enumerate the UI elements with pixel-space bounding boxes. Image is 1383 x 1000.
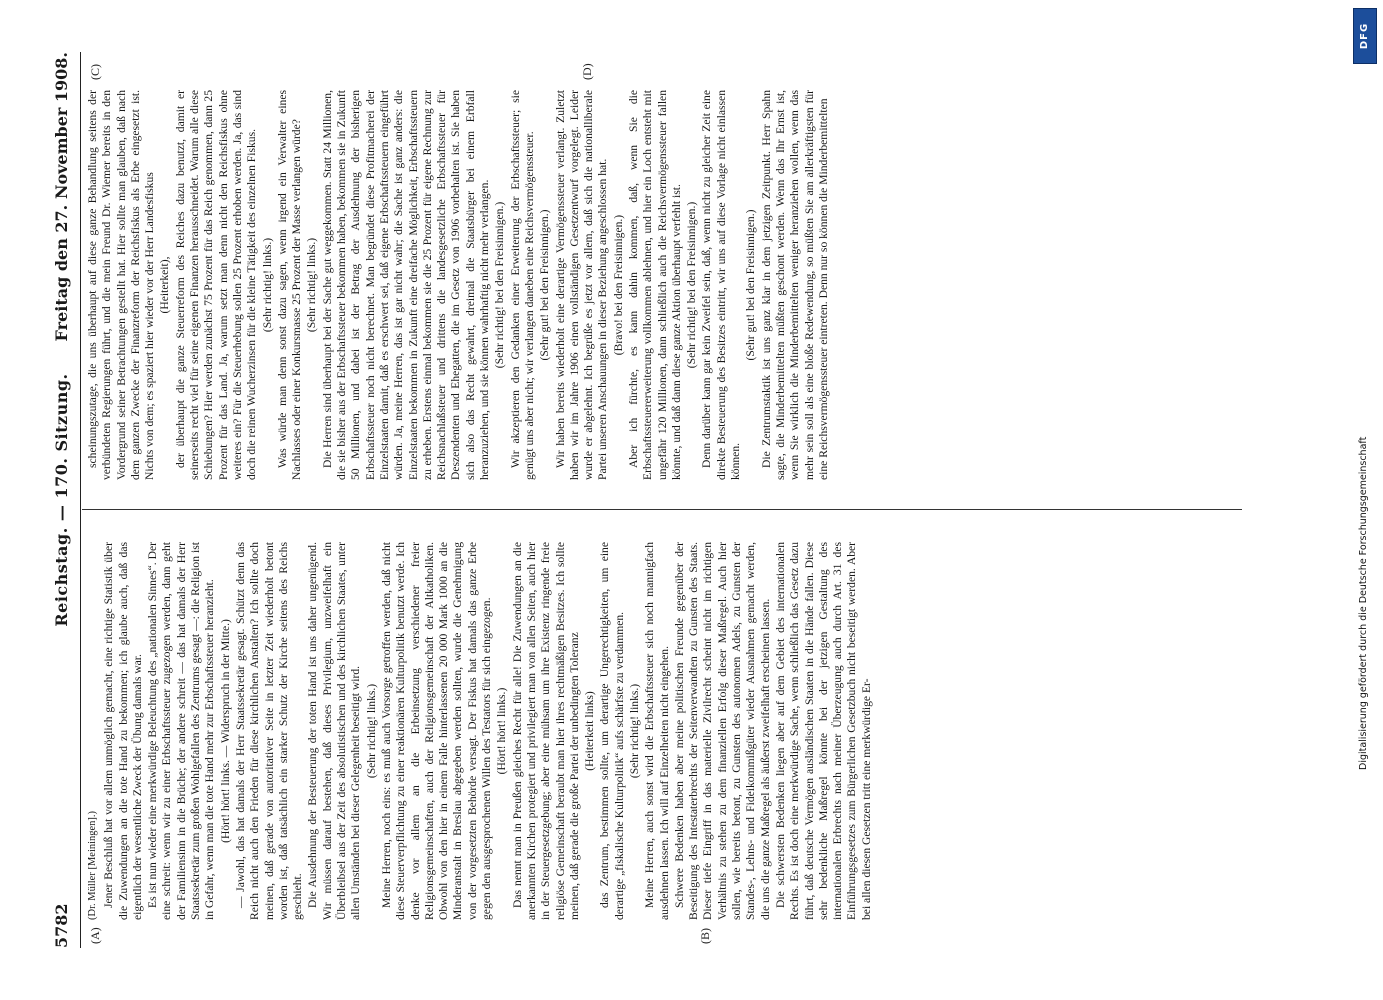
dfg-logo: [1353, 8, 1377, 64]
paragraph: Das nennt man in Preußen gleiches Recht für alle! Die Zuwendungen an die anerkannten Kirchen protegiert und privilegiert man von allen Seiten, auch hier in der Steuergesetzgebung; aber eine mühsam um ihre Existenz ringende freie religiöse Gemeinschaft beraubt man hier ihres rechtmäßigen Besitzes. Ich sollte meinen, daß gerade die große Partei der unbedingten Toleranz: [510, 542, 581, 920]
page-number: 5782: [52, 903, 71, 948]
paragraph: Die Zentrumstaktik ist uns ganz klar in dem jetzigen Zeitpunkt. Herr Spahn sagte, die Minderbemittelten müßten geschont werden. Wenn das Ihr Ernst ist, wenn Sie wirklich die Minderbemittelten weniger heranziehen wollen, wenn das mehr sein soll als eine bloße Redewendung, so müßten Sie am allerkräftigsten für eine Reichsvermögenssteuer eintreten. Denn nur so können die Minderbemittelten: [759, 90, 830, 480]
paragraph: Es ist nun wieder eine merkwürdige Beleuchtung des „nationalen Sinnes“. Der eine schreit: wenn wir zu einer Erbschaftssteuer zugezogen werden, dann geht der Familiensinn in die Brüche; der andere schreit — das hat damals der Herr Staatssekretär zum großen Wohlgefallen des Zentrums gesagt —: die Religion ist in Gefahr, wenn man die tote Hand mehr zur Erbschaftssteuer heranzieht.: [146, 542, 217, 920]
paragraph: Denn darüber kann gar kein Zweifel sein, daß, wenn nicht zu gleicher Zeit eine direkte Besteuerung des Besitzes eintritt, wir uns auf diese Vorlage nicht einlassen können.: [700, 90, 743, 480]
page-header: [52, 52, 78, 948]
left-column: [86, 542, 1236, 920]
paragraph: Die Herren sind überhaupt bei der Sache gut weggekommen. Statt 24 Millionen, die sie bisher aus der Erbschaftssteuer bekommen haben, bekommen sie in Zukunft 50 Millionen, und dabei ist der Betrag der Ausdehnung der bisherigen Erbschaftssteuer noch nicht berechnet. Man begründet diese Profitmacherei der Einzelstaaten damit, daß es erschwert sei, daß eigene Erbschaftssteuern eingeführt würden. Ja, meine Herren, das ist gar nicht wahr; die Sache ist ganz anders: die Einzelstaaten bekommen in Zukunft eine dreifache Möglichkeit, Erbschaftssteuern zu erheben. Erstens einmal bekommen sie die 25 Prozent für eigene Rechnung zur Reichsnachlaßsteuer und drittens die landesgesetzliche Erbschaftssteuer für Deszendenten und Ehegatten, die im Gesetz von 1906 vorbehalten ist. Sie haben sich also das Recht gewahrt, dreimal die Staatsbürger bei einem Erbfall heranzuziehen, und sie können wahrhaftig nicht mehr verlangen.: [320, 90, 492, 480]
session-title: Reichstag. — 170. Sitzung.: [52, 373, 71, 627]
paragraph: Die schwersten Bedenken liegen aber auf dem Gebiet des internationalen Rechts. Es ist doch eine merkwürdige Sache, wenn schließlich das Gesetz dazu führt, daß deutsche Vermögen ausländischen Staaten in die Hände fallen. Diese sehr bedenkliche Maßregel könnte bei der jetzigen Gestaltung des internationalen Erbrechts nach meiner Überzeugung auch durch Art. 31 des Einführungsgesetzes zum Bürgerlichen Gesetzbuch nicht beseitigt werden. Aber bei allen diesen Gesetzen tritt eine merkwürdige Er-: [773, 542, 873, 920]
paragraph: Die Ausdehnung der Besteuerung der toten Hand ist uns daher ungenügend. Wir müssen darauf bestehen, daß dieses Privilegium, unzweifelhaft ein Überbleibsel aus der Zeit des absolutistischen und des kirchlichen Staates, unter allen Umständen bei dieser Gelegenheit beseitigt wird.: [306, 542, 363, 920]
digitization-note: Digitalisierung gefördert durch die Deutsche Forschungsgemeinschaft: [1358, 436, 1369, 770]
right-column: [86, 90, 1236, 480]
paragraph: (Sehr richtig! bei den Freisinnigen.): [685, 201, 699, 369]
paragraph: (Sehr richtig! links.): [627, 683, 641, 779]
paragraph: (Bravo! bei den Freisinnigen.): [611, 214, 625, 356]
paragraph: das Zentrum, bestimmen sollte, um derartige Ungerechtigkeiten, um eine derartige „fiskalische Kulturpolitik“ aufs schärfste zu verdammen.: [598, 542, 626, 920]
margin-marker-a: (A): [88, 927, 102, 944]
paragraph: (Hört! hört! links.): [495, 687, 509, 775]
paragraph: (Sehr richtig! links.): [305, 237, 319, 333]
paragraph: (Sehr richtig! links.): [260, 237, 274, 333]
dfg-logo-text: DFG: [1359, 22, 1370, 50]
paragraph: (Heiterkeit links): [583, 691, 597, 771]
paragraph: (Hört! hört! links. — Widerspruch in der Mitte.): [218, 619, 232, 843]
paragraph: der überhaupt die ganze Steuerreform des Reiches dazu benutzt, damit er seinerseits recht viel für seine eigenen Finanzen herausschneidet. Warum alle diese Schiebungen? Hier werden zunächst 75 Prozent für das Reich genommen, dann 25 Prozent für das Land. Ja, warum setzt man denn nicht den Reichsfiskus ohne weiteres ein? Für die Steuerhebung sollen 25 Prozent erhoben werden. Ja, das sind doch die reinen Wucherzinsen für die kleine Tätigkeit des einzelnen Fiskus.: [173, 90, 259, 480]
paragraph: Meine Herren, noch eins: es muß auch Vorsorge getroffen werden, daß nicht diese Steuerverpflichtung zu einer reaktionären Kulturpolitik benutzt werde. Ich denke vor allem an die Erbeinsetzung verschiedener freier Religionsgemeinschaften, auch der Religionsgemeinschaft der Altkatholiken. Obwohl von den hier in einem Falle hinterlassenen 20 000 Mark 1000 an die Minderanstalt in Breslau abgegeben werden sollten, wurde die Genehmigung von der vorgesetzten Behörde versagt. Der Fiskus hat damals das ganze Erbe gegen den ausgesprochenen Willen des Testators für sich eingezogen.: [379, 542, 494, 920]
paragraph: scheinungszutage, die uns überhaupt auf diese ganze Behandlung seitens der verbündeten Regierungen führt, und die mein Freund Dr. Wiemer bereits in den Vordergrund seiner Betrachtungen gestellt hat. Hier sollte man glauben, daß nach dem ganzen Zwecke der Finanzreform der Reichsfiskus als Erbe eingesetzt ist. Nichts von dem; es spaziert hier wieder vor der Herr Landesfiskus: [86, 90, 157, 480]
paragraph: Wir haben bereits wiederholt eine derartige Vermögenssteuer verlangt. Zuletzt haben wir im Jahre 1906 einen vollständigen Gesetzentwurf vorgelegt. Leider wurde er abgelehnt. Ich begrüße es jetzt vor allem, daß sich die nationalliberale Partei unseren Anschauungen in dieser Beziehung angeschlossen hat.: [553, 90, 610, 480]
paragraph: Schwere Bedenken haben aber meine politischen Freunde gegenüber der Beseitigung des Intestaterbrechts der Seitenverwandten zu Gunsten des Staats. Dieser tiefe Eingriff in das materielle Zivilrecht scheint nicht im richtigen Verhältnis zu stehen zu dem finanziellen Erfolg dieser Maßregel. Auch hier sollen, wie bereits betont, zu Gunsten des autonomen Adels, zu Gunsten der Standes-, Lehns- und Fideikommißgüter wieder Ausnahmen gemacht werden, die uns die ganze Maßregel als äußerst zweifelhaft erscheinen lassen.: [672, 542, 772, 920]
paragraph: Wir akzeptieren den Gedanken einer Erweiterung der Erbschaftssteuer; sie genügt uns aber nicht; wir verlangen daneben eine Reichsvermögenssteuer.: [508, 90, 536, 480]
paragraph: (Heiterkeit),: [158, 256, 172, 314]
margin-marker-b: (B): [698, 928, 712, 944]
paragraph: (Sehr richtig! bei den Freisinnigen.): [493, 201, 507, 369]
column-divider: [82, 509, 1242, 510]
paragraph: Jener Beschluß hat vor allem unmöglich gemacht, eine richtige Statistik über die Zuwendungen an die tote Hand zu bekommen; ich glaube auch, daß das eigentlich der wesentliche Zweck der Übung damals war.: [102, 542, 144, 920]
header-rule: [80, 52, 81, 948]
paragraph: (Sehr richtig! links.): [364, 683, 378, 779]
left-paragraphs: [102, 542, 874, 920]
right-paragraphs: [86, 90, 831, 480]
paragraph: Was würde man denn sonst dazu sagen, wenn irgend ein Verwalter eines Nachlasses oder einer Konkursmasse 25 Prozent der Masse verlangen würde?: [275, 90, 304, 480]
paragraph: Meine Herren, auch sonst wird die Erbschaftssteuer sich noch mannigfach ausdehnen lassen. Ich will auf Einzelheiten nicht eingehen.: [643, 542, 671, 920]
session-date: Freitag den 27. November 1908.: [52, 52, 71, 342]
margin-marker-d: (D): [580, 63, 594, 80]
paragraph: (Sehr gut! bei den Freisinnigen.): [538, 209, 552, 361]
paragraph: — Jawohl, das hat damals der Herr Staatssekretär gesagt. Schützt denn das Reich nicht auch den Frieden für diese kirchlichen Anstalten? Ich sollte doch meinen, daß gerade von autoritativer Seite in letzter Zeit wiederholt betont worden ist, daß tatsächlich ein starker Schutz der Kirche seitens des Reichs geschieht.: [233, 542, 305, 920]
speaker-tag: (Dr. Müller [Meiningen].): [87, 810, 98, 920]
paragraph: Aber ich fürchte, es kann dahin kommen, daß, wenn Sie die Erbschaftssteuererweiterung vollkommen ablehnen, und hier ein Loch entsteht mit ungefähr 120 Millionen, dann schließlich auch die Reichsvermögenssteuer fallen könnte, und daß dann diese ganze Aktion überhaupt verfehlt ist.: [626, 90, 683, 480]
paragraph: (Sehr gut! bei den Freisinnigen.): [744, 209, 758, 361]
margin-marker-c: (C): [88, 64, 102, 80]
